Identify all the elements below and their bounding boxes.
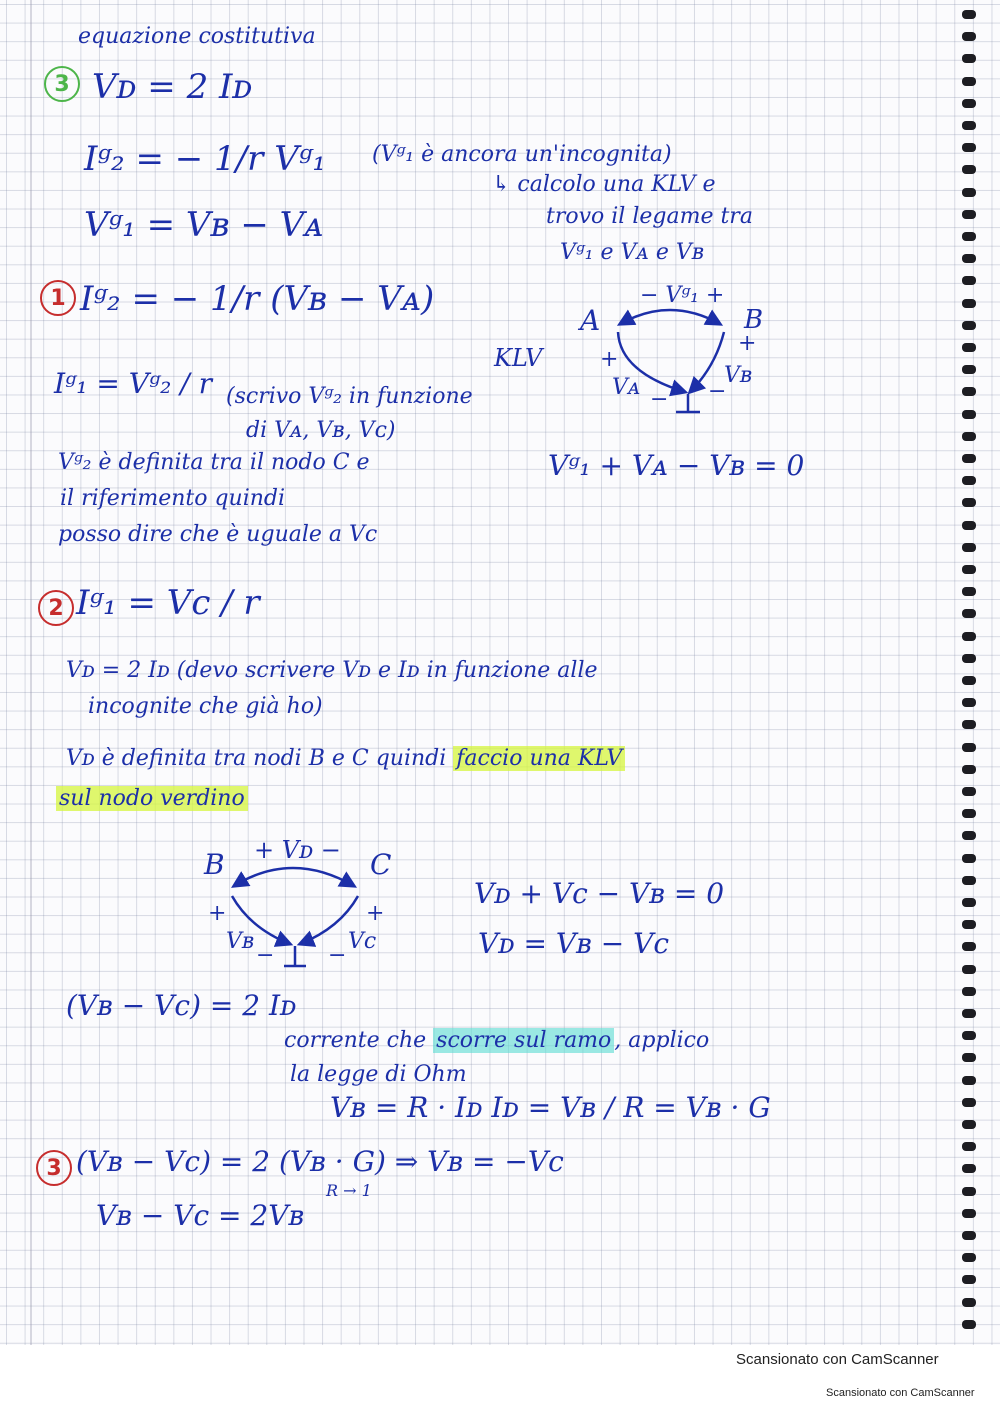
node-a-label: A <box>580 304 601 337</box>
node-b-label: B <box>204 848 225 881</box>
spiral-hole <box>962 609 976 618</box>
spiral-hole <box>962 987 976 996</box>
note-fragment: corrente che <box>284 1028 434 1053</box>
spiral-hole <box>962 454 976 463</box>
note-line: Vᴅ = Vʙ − Vc <box>478 927 670 960</box>
spiral-hole <box>962 743 976 752</box>
spiral-binding <box>962 10 976 1340</box>
spiral-hole <box>962 1031 976 1040</box>
note-line: Iᵍ₂ = − 1/r Vᵍ₁ <box>84 139 326 179</box>
spiral-hole <box>962 143 976 152</box>
spiral-hole <box>962 720 976 729</box>
spiral-hole <box>962 498 976 507</box>
step-marker-green: 3 <box>44 66 80 102</box>
plus-sign: + <box>208 901 227 926</box>
spiral-hole <box>962 165 976 174</box>
vg1-polarity-label: − Vᵍ₁ + <box>640 283 725 308</box>
spiral-hole <box>962 854 976 863</box>
step-marker-red: 3 <box>36 1150 72 1186</box>
spiral-hole <box>962 410 976 419</box>
note-line: ↳ calcolo una KLV e <box>492 172 716 197</box>
node-b-label: B <box>744 305 764 335</box>
spiral-hole <box>962 876 976 885</box>
spiral-hole <box>962 831 976 840</box>
note-line <box>56 786 248 811</box>
spiral-hole <box>962 898 976 907</box>
note-line: Vᵍ₂ è definita tra il nodo C e <box>58 450 370 475</box>
spiral-hole <box>962 654 976 663</box>
vc-label: Vc <box>348 929 377 954</box>
spiral-hole <box>962 1298 976 1307</box>
spiral-hole <box>962 321 976 330</box>
minus-sign: − <box>256 943 275 968</box>
spiral-hole <box>962 543 976 552</box>
note-line: (Vʙ − Vc) = 2 Iᴅ <box>66 989 297 1022</box>
note-line: Vᵍ₁ e Vᴀ e Vʙ <box>560 240 705 265</box>
vb-label: Vʙ <box>226 929 255 954</box>
camscanner-watermark: Scansionato con CamScanner <box>736 1351 939 1368</box>
spiral-hole <box>962 188 976 197</box>
step-marker-red: 2 <box>38 590 74 626</box>
spiral-hole <box>962 365 976 374</box>
note-heading: equazione costitutiva <box>78 24 316 49</box>
vb-label: Vʙ <box>724 363 753 388</box>
note-line: di Vᴀ, Vʙ, Vᴄ) <box>246 418 396 443</box>
note-line <box>284 1028 709 1053</box>
highlighted-text: sul nodo verdino <box>56 786 248 811</box>
spiral-hole <box>962 343 976 352</box>
note-line: la legge di Ohm <box>290 1062 467 1087</box>
note-line: il riferimento quindi <box>60 486 286 511</box>
note-line: incognite che già ho) <box>88 694 323 719</box>
plus-sign: + <box>738 331 757 356</box>
spiral-hole <box>962 32 976 41</box>
spiral-hole <box>962 1187 976 1196</box>
spiral-hole <box>962 299 976 308</box>
spiral-hole <box>962 254 976 263</box>
spiral-hole <box>962 1120 976 1129</box>
va-label: Vᴀ <box>612 375 641 400</box>
minus-sign: − <box>650 387 669 412</box>
spiral-hole <box>962 232 976 241</box>
note-line: R → 1 <box>326 1181 372 1200</box>
plus-sign: + <box>600 347 619 372</box>
spiral-hole <box>962 54 976 63</box>
note-line: Vʙ − Vc = 2Vʙ <box>96 1199 305 1232</box>
klv-label: KLV <box>494 344 543 372</box>
spiral-hole <box>962 10 976 19</box>
vg1-arrow <box>620 310 720 324</box>
spiral-hole <box>962 632 976 641</box>
spiral-hole <box>962 276 976 285</box>
spiral-hole <box>962 121 976 130</box>
spiral-hole <box>962 587 976 596</box>
page-margin-line <box>30 0 32 1345</box>
spiral-hole <box>962 1253 976 1262</box>
spiral-hole <box>962 765 976 774</box>
spiral-hole <box>962 521 976 530</box>
step-marker-red: 1 <box>40 280 76 316</box>
spiral-hole <box>962 1231 976 1240</box>
note-line: Vᴅ = 2 Iᴅ <box>92 67 253 107</box>
node-c-label: C <box>370 848 392 881</box>
spiral-hole <box>962 210 976 219</box>
spiral-hole <box>962 1142 976 1151</box>
spiral-hole <box>962 77 976 86</box>
vd-polarity-label: + Vᴅ − <box>254 836 341 864</box>
spiral-hole <box>962 99 976 108</box>
spiral-hole <box>962 676 976 685</box>
note-line <box>66 746 625 771</box>
note-line: (Vᵍ₁ è ancora un'incognita) <box>372 142 672 167</box>
note-line: trovo il legame tra <box>546 204 753 229</box>
spiral-hole <box>962 809 976 818</box>
highlighted-text: faccio una KLV <box>453 746 625 771</box>
spiral-hole <box>962 1009 976 1018</box>
spiral-hole <box>962 476 976 485</box>
plus-sign: + <box>366 901 385 926</box>
vd-arrow <box>234 868 354 886</box>
klv-diagram-2 <box>190 836 420 986</box>
note-fragment: , applico <box>614 1028 710 1053</box>
spiral-hole <box>962 698 976 707</box>
spiral-hole <box>962 1076 976 1085</box>
note-line: Vᴅ + Vc − Vʙ = 0 <box>474 877 725 910</box>
note-line: Iᵍ₁ = Vc / r <box>76 583 260 623</box>
spiral-hole <box>962 1209 976 1218</box>
note-line: Iᵍ₂ = − 1/r (Vʙ − Vᴀ) <box>80 279 435 319</box>
spiral-hole <box>962 787 976 796</box>
spiral-hole <box>962 1320 976 1329</box>
klv-diagram-1 <box>480 282 780 432</box>
note-line: posso dire che è uguale a Vc <box>58 522 378 547</box>
spiral-hole <box>962 965 976 974</box>
highlighted-text: scorre sul ramo <box>433 1028 614 1053</box>
note-line: Vʙ = R · Iᴅ Iᴅ = Vʙ / R = Vʙ · G <box>330 1091 771 1124</box>
note-line: (scrivo Vᵍ₂ in funzione <box>226 384 473 409</box>
spiral-hole <box>962 432 976 441</box>
spiral-hole <box>962 1275 976 1284</box>
spiral-hole <box>962 1164 976 1173</box>
minus-sign: − <box>708 379 727 404</box>
spiral-hole <box>962 565 976 574</box>
spiral-hole <box>962 920 976 929</box>
note-line: Vᵍ₁ = Vʙ − Vᴀ <box>84 205 324 245</box>
spiral-hole <box>962 942 976 951</box>
klv-equation: Vᵍ₁ + Vᴀ − Vʙ = 0 <box>548 449 805 482</box>
spiral-hole <box>962 387 976 396</box>
note-fragment: Vᴅ è definita tra nodi B e C quindi <box>66 746 454 771</box>
note-line: Vᴅ = 2 Iᴅ (devo scrivere Vᴅ e Iᴅ in funzione alle <box>66 658 598 683</box>
minus-sign: − <box>328 943 347 968</box>
note-line: (Vʙ − Vc) = 2 (Vʙ · G) ⇒ Vʙ = −Vc <box>76 1145 564 1178</box>
camscanner-footer-label: Scansionato con CamScanner <box>826 1387 975 1399</box>
spiral-hole <box>962 1098 976 1107</box>
note-line: Iᵍ₁ = Vᵍ₂ / r <box>54 367 213 400</box>
spiral-hole <box>962 1053 976 1062</box>
